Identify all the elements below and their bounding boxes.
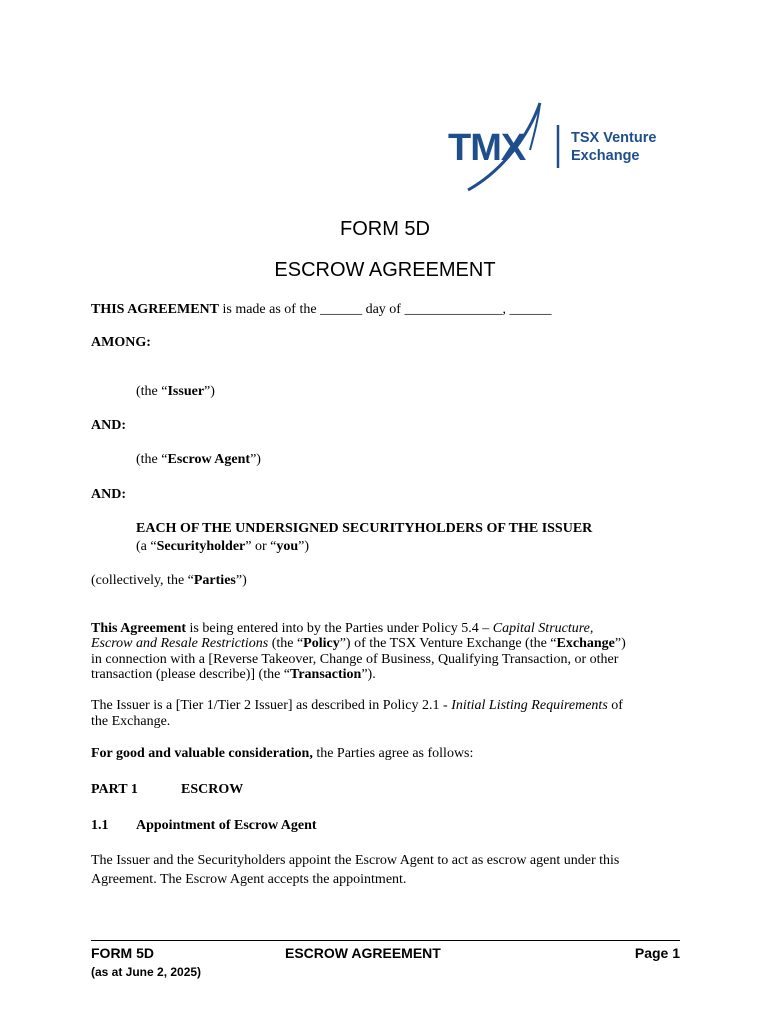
securityholders-definition: (a “Securityholder” or “you”)	[136, 539, 310, 554]
para3: For good and valuable consideration, the Parties agree as follows:	[91, 746, 474, 761]
logo-line1: TSX Venture	[571, 130, 657, 146]
logo-tmx-text: TMX	[448, 127, 526, 169]
and-label-1: AND:	[91, 418, 126, 433]
form-title: FORM 5D	[340, 218, 430, 240]
section-1-1-number: 1.1	[91, 818, 109, 833]
para1-line2: Escrow and Resale Restrictions (the “Policy”) of the TSX Venture Exchange (the “Exchange”)	[91, 636, 626, 651]
footer-date: (as at June 2, 2025)	[91, 965, 202, 979]
securityholders-heading: EACH OF THE UNDERSIGNED SECURITYHOLDERS OF THE ISSUER	[136, 521, 593, 536]
logo-line2: Exchange	[571, 148, 640, 164]
agreement-title: ESCROW AGREEMENT	[274, 259, 496, 281]
issuer-definition: (the “Issuer”)	[136, 384, 215, 399]
among-label: AMONG:	[91, 335, 151, 350]
footer-page: Page 1	[634, 945, 680, 961]
footer-title: ESCROW AGREEMENT	[285, 945, 441, 961]
footer-form: FORM 5D	[91, 945, 154, 961]
para1-line1: This Agreement is being entered into by the Parties under Policy 5.4 – Capital Structure,	[91, 621, 594, 636]
escrow-agent-definition: (the “Escrow Agent”)	[136, 452, 261, 467]
parties-definition: (collectively, the “Parties”)	[91, 573, 247, 588]
para2-line1: The Issuer is a [Tier 1/Tier 2 Issuer] as described in Policy 2.1 - Initial Listing Requirements of	[91, 698, 623, 713]
para2-line2: the Exchange.	[91, 714, 171, 729]
tmx-tsx-venture-exchange-logo	[440, 100, 670, 195]
para4-line2: Agreement. The Escrow Agent accepts the appointment.	[91, 872, 407, 887]
para4-line1: The Issuer and the Securityholders appoint the Escrow Agent to act as escrow agent under this	[91, 853, 620, 868]
and-label-2: AND:	[91, 487, 126, 502]
part1-number: PART 1	[91, 782, 138, 797]
intro-line	[91, 301, 551, 318]
footer-rule	[91, 940, 680, 941]
para1-line4: transaction (please describe)] (the “Transaction”).	[91, 667, 376, 682]
intro-lead: THIS AGREEMENT	[91, 302, 219, 317]
part1-title: ESCROW	[181, 782, 244, 797]
section-1-1-title: Appointment of Escrow Agent	[136, 818, 317, 833]
intro-rest: is made as of the ______ day of ______________, ______	[218, 302, 552, 317]
para1-line3: in connection with a [Reverse Takeover, Change of Business, Qualifying Transaction, or other	[91, 652, 619, 667]
